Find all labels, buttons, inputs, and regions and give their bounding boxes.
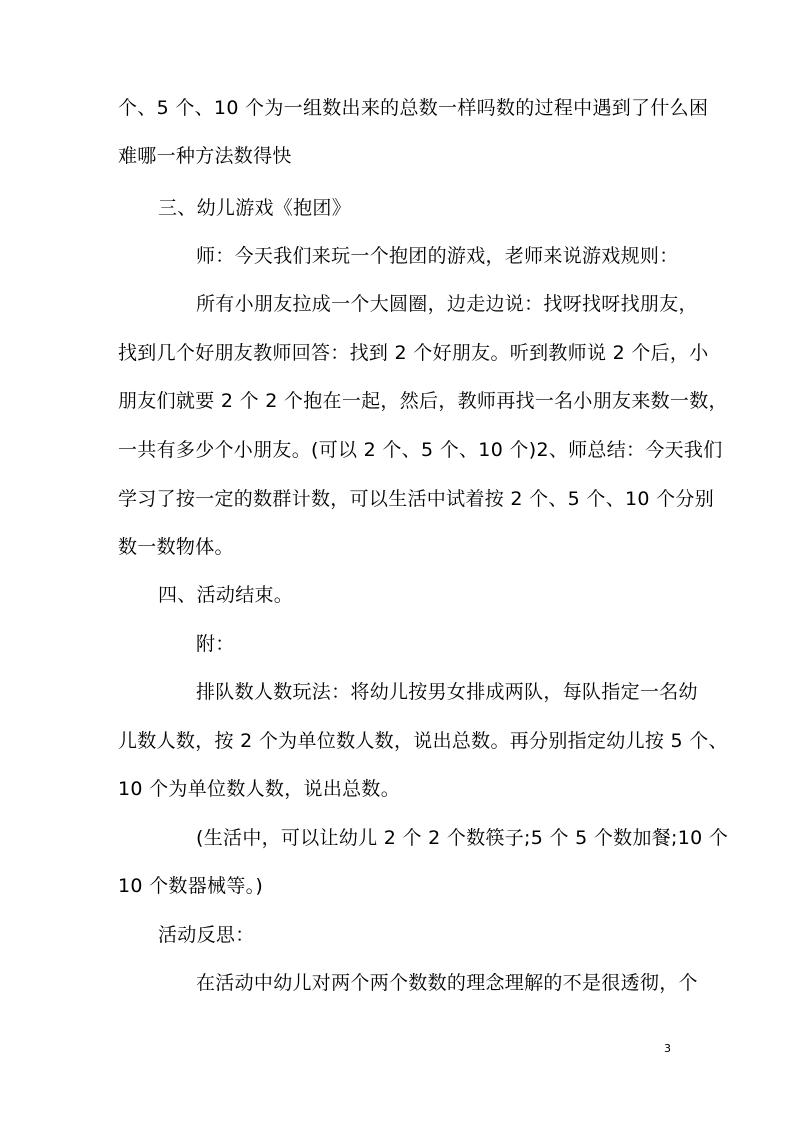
body-line-19: 在活动中幼儿对两个两个数数的理念理解的不是很透彻，个 <box>196 972 698 994</box>
section-heading-3: 三、幼儿游戏《抱团》 <box>158 197 352 219</box>
body-line-2: 难哪一种方法数得快 <box>118 145 292 167</box>
body-line-13: 排队数人数玩法：将幼儿按男女排成两队，每队指定一名幼 <box>196 681 698 703</box>
body-line-4: 师：今天我们来玩一个抱团的游戏，老师来说游戏规则： <box>196 245 679 267</box>
body-line-9: 学习了按一定的数群计数，可以生活中试着按 2 个、5 个、10 个分别 <box>118 488 715 510</box>
body-line-7: 朋友们就要 2 个 2 个抱在一起，然后，教师再找一名小朋友来数一数， <box>118 390 728 412</box>
body-line-17: 10 个数器械等。) <box>118 875 264 897</box>
body-line-5: 所有小朋友拉成一个大圆圈，边走边说：找呀找呀找朋友， <box>196 293 698 315</box>
body-line-10: 数一数物体。 <box>118 536 234 558</box>
page-number: 3 <box>664 1042 671 1055</box>
section-heading-4: 四、活动结束。 <box>158 584 294 606</box>
body-line-6: 找到几个好朋友教师回答：找到 2 个好朋友。听到教师说 2 个后，小 <box>118 342 709 364</box>
body-line-14: 儿数人数，按 2 个为单位数人数，说出总数。再分别指定幼儿按 5 个、 <box>118 730 728 752</box>
reflection-heading: 活动反思： <box>158 924 255 946</box>
body-line-1: 个、5 个、10 个为一组数出来的总数一样吗数的过程中遇到了什么困 <box>118 97 709 119</box>
appendix-label: 附： <box>196 633 235 655</box>
body-line-8: 一共有多少个小朋友。(可以 2 个、5 个、10 个)2、师总结：今天我们 <box>118 439 723 461</box>
body-line-15: 10 个为单位数人数，说出总数。 <box>118 778 401 800</box>
body-line-16: (生活中，可以让幼儿 2 个 2 个数筷子;5 个 5 个数加餐;10 个 <box>196 827 729 849</box>
